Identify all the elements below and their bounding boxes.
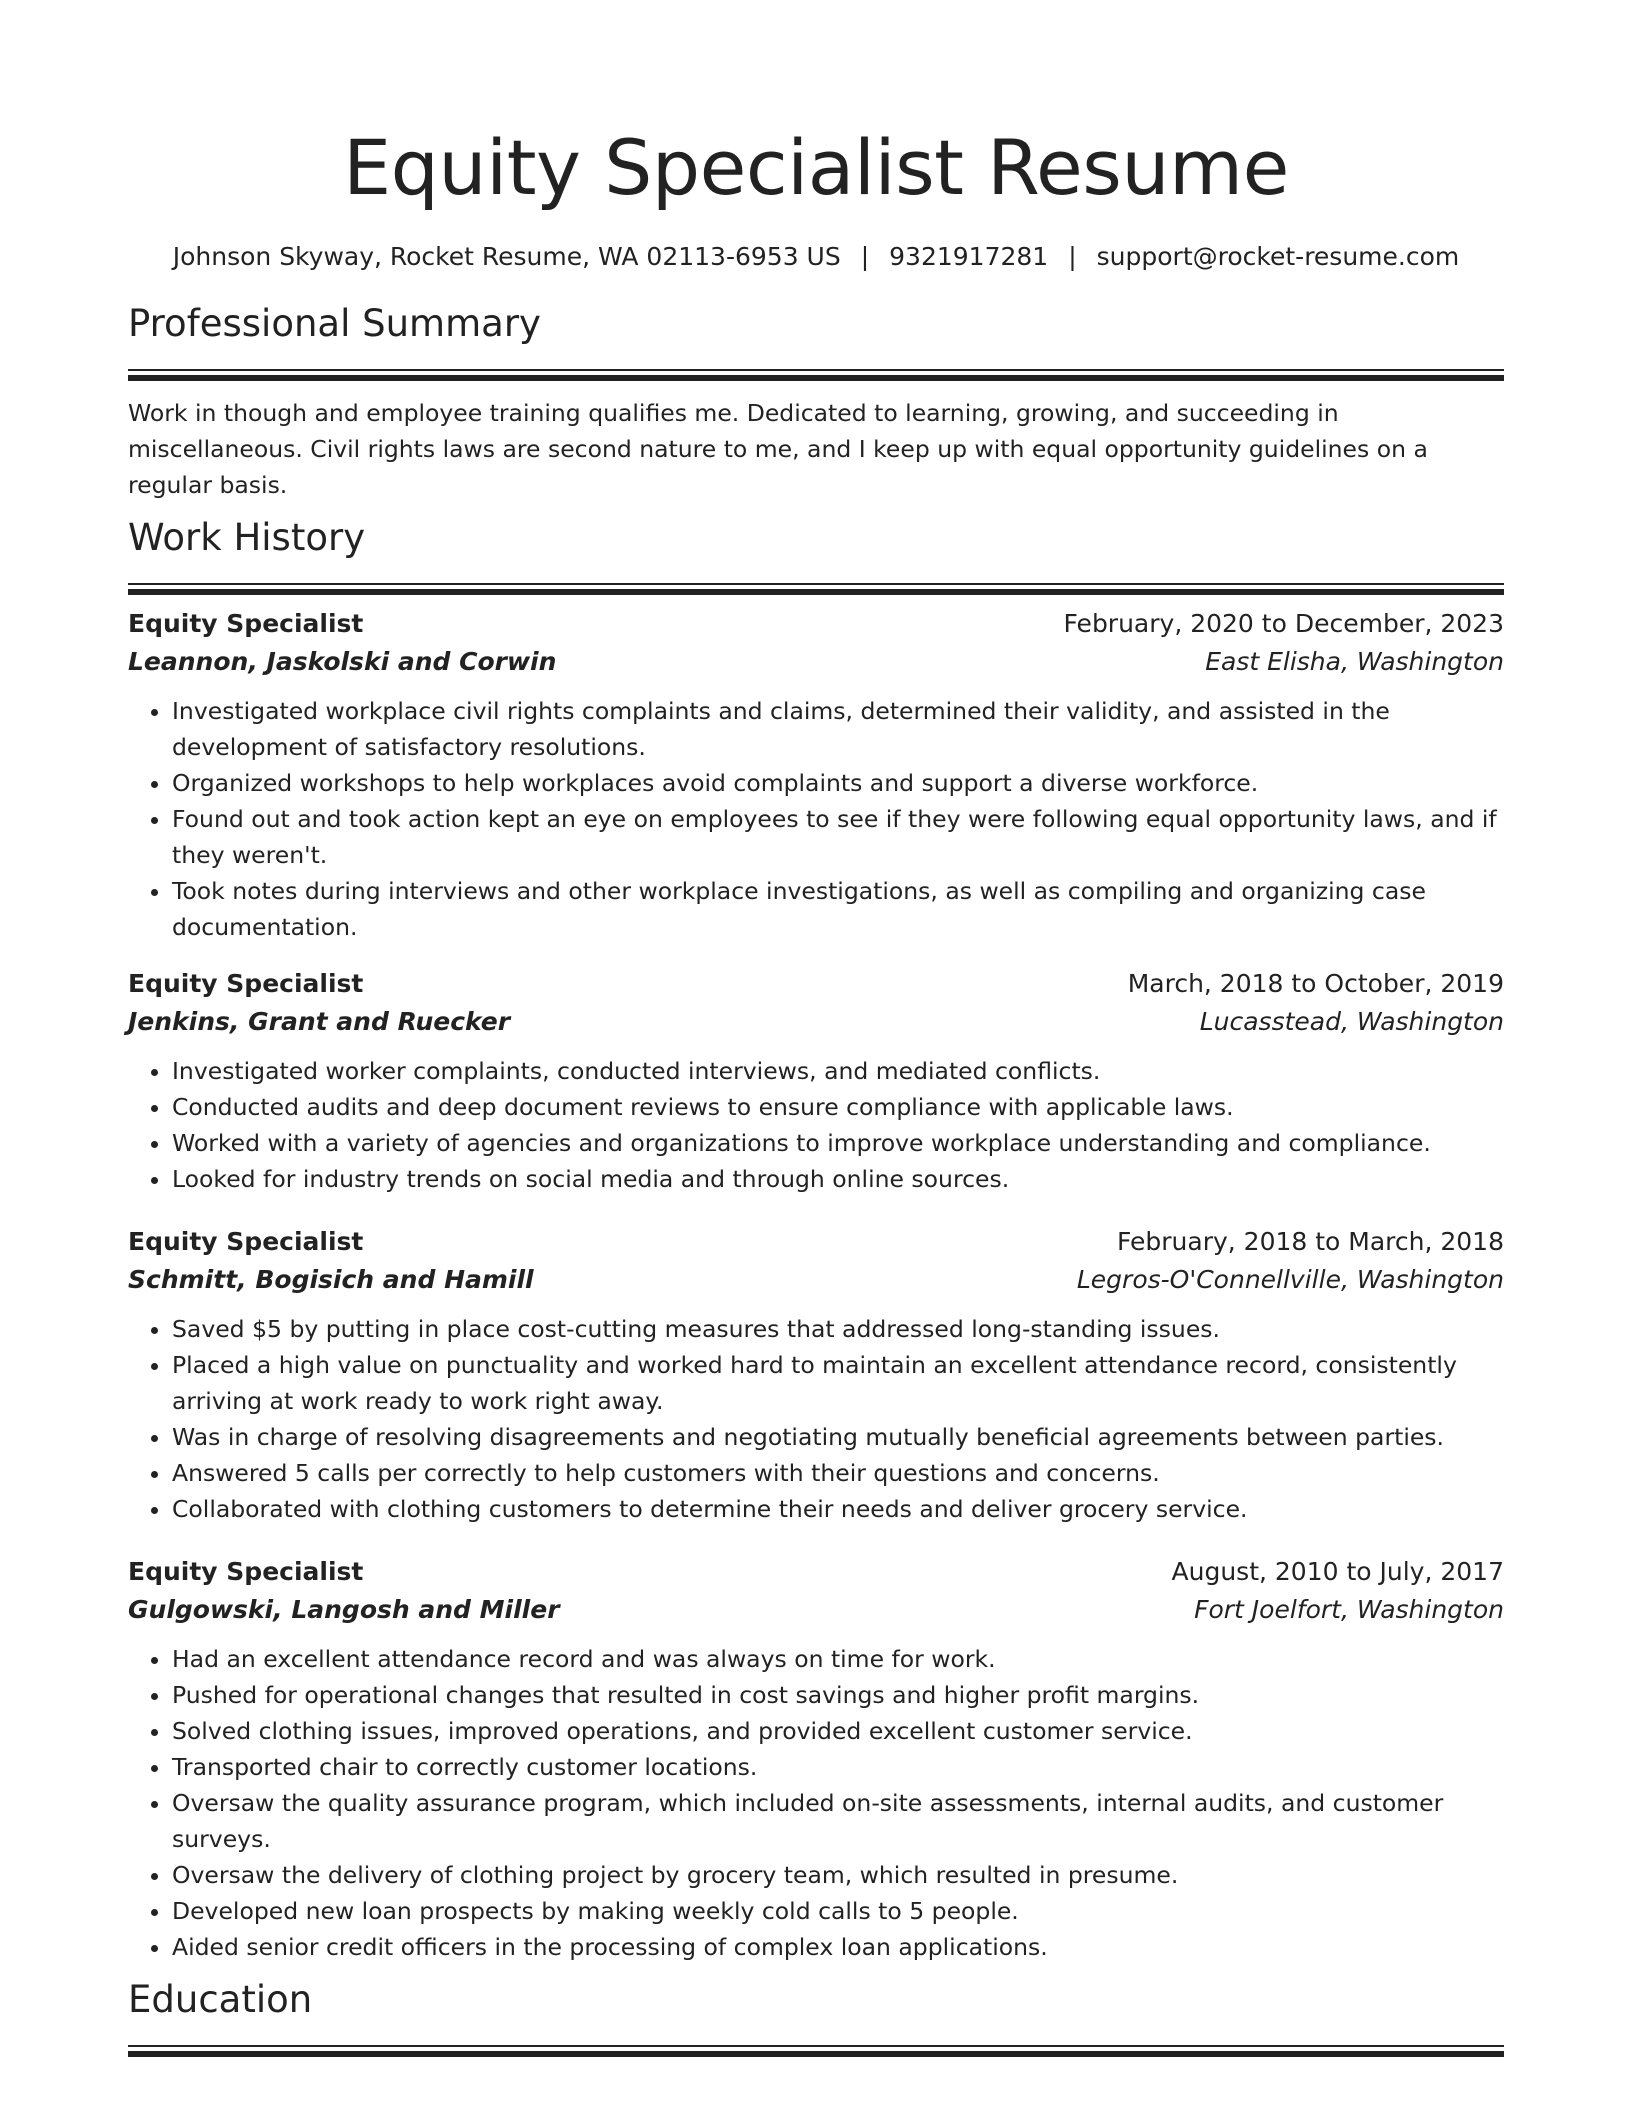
summary-text: Work in though and employee training qualifies me. Dedicated to learning, growing, and succeeding in miscellaneous. Civil rights laws are second nature to me, and I keep up with equal opportunity guidelines on a regular basis. bbox=[128, 399, 1428, 499]
section-divider bbox=[128, 583, 1504, 589]
contact-line bbox=[128, 240, 1504, 274]
job-title: Equity Specialist bbox=[128, 1227, 364, 1256]
job-bullet: • Oversaw the delivery of clothing project by grocery team, which resulted in presume. bbox=[172, 1857, 1504, 1893]
section-title-work-history: Work History bbox=[128, 516, 366, 559]
section-divider bbox=[128, 369, 1504, 375]
job-bullet: • Investigated worker complaints, conducted interviews, and mediated conflicts. bbox=[172, 1053, 1504, 1089]
job-company: Jenkins, Grant and Ruecker bbox=[128, 1007, 511, 1036]
summary-section bbox=[128, 301, 1504, 503]
job-subheader bbox=[128, 643, 1504, 681]
job-bullet: • Took notes during interviews and other workplace investigations, as well as compiling and organizing case documentation. bbox=[172, 873, 1504, 945]
job-subheader bbox=[128, 1591, 1504, 1629]
job-dates: February, 2020 to December, 2023 bbox=[1063, 609, 1504, 638]
job-location: Legros-O'Connellville, Washington bbox=[1076, 1265, 1504, 1294]
job-subheader bbox=[128, 1003, 1504, 1041]
job-entry bbox=[128, 1553, 1504, 1965]
job-title: Equity Specialist bbox=[128, 609, 364, 638]
job-bullet: • Developed new loan prospects by making weekly cold calls to 5 people. bbox=[172, 1893, 1504, 1929]
work-history-section bbox=[128, 515, 1504, 1965]
job-bullet: • Solved clothing issues, improved operations, and provided excellent customer service. bbox=[172, 1713, 1504, 1749]
job-bullet: • Transported chair to correctly customer locations. bbox=[172, 1749, 1504, 1785]
job-company: Leannon, Jaskolski and Corwin bbox=[128, 647, 557, 676]
resume-name: Equity Specialist Resume bbox=[343, 123, 1289, 212]
job-entry bbox=[128, 1223, 1504, 1527]
job-bullet: • Answered 5 calls per correctly to help customers with their questions and concerns. bbox=[172, 1455, 1504, 1491]
job-bullet: • Worked with a variety of agencies and organizations to improve workplace understanding and compliance. bbox=[172, 1125, 1504, 1161]
job-location: East Elisha, Washington bbox=[1205, 647, 1504, 676]
contact-email: support@rocket-resume.com bbox=[1096, 242, 1460, 271]
contact-address: Johnson Skyway, Rocket Resume, WA 02113-6953 US bbox=[172, 242, 841, 271]
job-bullet: • Saved $5 by putting in place cost-cutting measures that addressed long-standing issues. bbox=[172, 1311, 1504, 1347]
job-header bbox=[128, 965, 1504, 1003]
job-bullet: • Placed a high value on punctuality and worked hard to maintain an excellent attendance record, consistently arriving at work ready to work right away. bbox=[172, 1347, 1504, 1419]
job-bullet: • Found out and took action kept an eye on employees to see if they were following equal opportunity laws, and if they weren't. bbox=[172, 801, 1504, 873]
job-location: Fort Joelfort, Washington bbox=[1194, 1595, 1504, 1624]
job-dates: February, 2018 to March, 2018 bbox=[1116, 1227, 1504, 1256]
job-bullet: • Conducted audits and deep document reviews to ensure compliance with applicable laws. bbox=[172, 1089, 1504, 1125]
job-bullet: • Investigated workplace civil rights complaints and claims, determined their validity, and assisted in the development of satisfactory resolutions. bbox=[172, 693, 1504, 765]
job-location: Lucasstead, Washington bbox=[1199, 1007, 1504, 1036]
job-subheader bbox=[128, 1261, 1504, 1299]
education-section bbox=[128, 1977, 1504, 2051]
job-bullets bbox=[128, 1053, 1504, 1197]
job-entry bbox=[128, 605, 1504, 945]
job-bullet: • Had an excellent attendance record and was always on time for work. bbox=[172, 1641, 1504, 1677]
job-title: Equity Specialist bbox=[128, 969, 364, 998]
section-divider bbox=[128, 2045, 1504, 2051]
contact-phone: 9321917281 bbox=[889, 242, 1049, 271]
job-bullet: • Oversaw the quality assurance program, which included on-site assessments, internal audits, and customer surveys. bbox=[172, 1785, 1504, 1857]
contact-separator: | bbox=[1068, 242, 1077, 271]
job-dates: March, 2018 to October, 2019 bbox=[1127, 969, 1504, 998]
job-dates: August, 2010 to July, 2017 bbox=[1171, 1557, 1504, 1586]
job-header bbox=[128, 605, 1504, 643]
job-bullets bbox=[128, 1311, 1504, 1527]
contact-separator: | bbox=[860, 242, 870, 271]
job-bullets bbox=[128, 1641, 1504, 1965]
job-bullet: • Organized workshops to help workplaces avoid complaints and support a diverse workforce. bbox=[172, 765, 1504, 801]
job-company: Schmitt, Bogisich and Hamill bbox=[128, 1265, 534, 1294]
section-title-education: Education bbox=[128, 1978, 313, 2021]
job-header bbox=[128, 1223, 1504, 1261]
job-bullet: • Was in charge of resolving disagreements and negotiating mutually beneficial agreements between parties. bbox=[172, 1419, 1504, 1455]
job-company: Gulgowski, Langosh and Miller bbox=[128, 1595, 560, 1624]
section-title-summary: Professional Summary bbox=[128, 302, 541, 345]
job-bullet: • Aided senior credit officers in the processing of complex loan applications. bbox=[172, 1929, 1504, 1965]
job-entry bbox=[128, 965, 1504, 1197]
job-header bbox=[128, 1553, 1504, 1591]
job-bullet: • Pushed for operational changes that resulted in cost savings and higher profit margins. bbox=[172, 1677, 1504, 1713]
job-bullet: • Collaborated with clothing customers to determine their needs and deliver grocery service. bbox=[172, 1491, 1504, 1527]
job-title: Equity Specialist bbox=[128, 1557, 364, 1586]
job-bullets bbox=[128, 693, 1504, 945]
job-bullet: • Looked for industry trends on social media and through online sources. bbox=[172, 1161, 1504, 1197]
